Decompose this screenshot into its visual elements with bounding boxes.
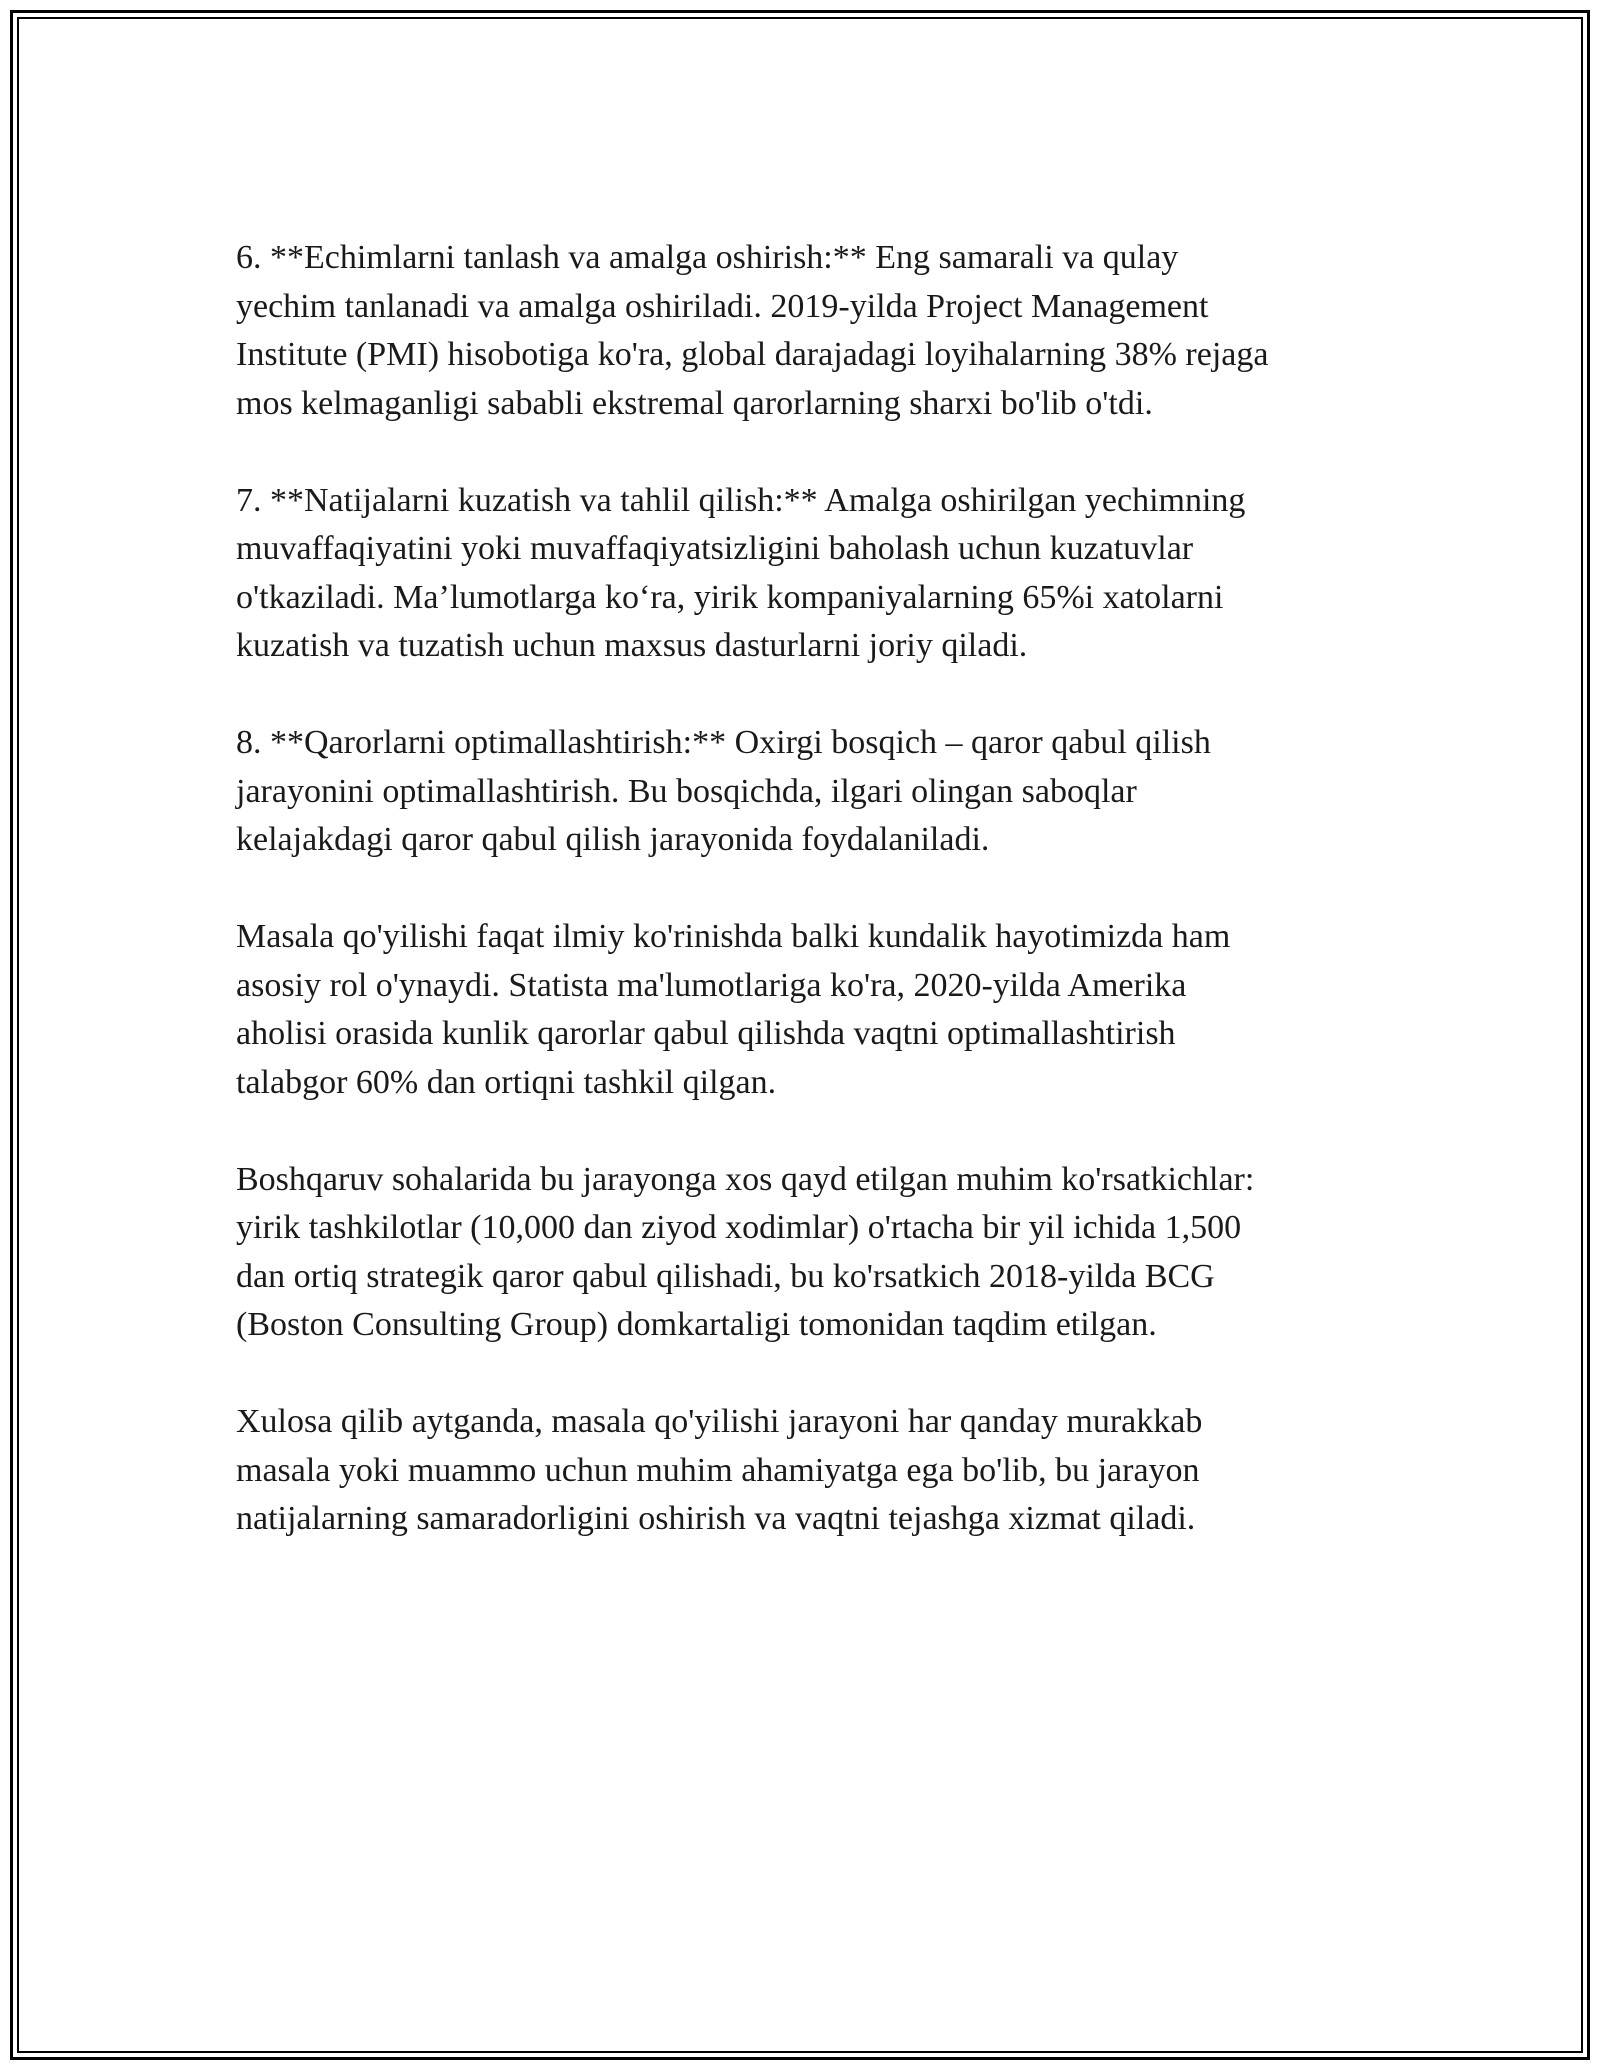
document-body [236, 234, 1366, 1592]
text-line: Institute (PMI) hisobotiga ko'ra, global darajadagi loyihalarning 38% rejaga [236, 336, 1269, 373]
text-line: natijalarning samaradorligini oshirish va vaqtni tejashga xizmat qiladi. [236, 1500, 1196, 1537]
paragraph-step-8 [236, 719, 1366, 865]
text-line: asosiy rol o'ynaydi. Statista ma'lumotlariga ko'ra, 2020-yilda Amerika [236, 966, 1187, 1004]
text-line: masala yoki muammo uchun muhim ahamiyatga ega bo'lib, bu jarayon [236, 1451, 1200, 1489]
text-line: kelajakdagi qaror qabul qilish jarayonida foydalaniladi. [236, 821, 990, 858]
text-line: dan ortiq strategik qaror qabul qilishadi, bu ko'rsatkich 2018-yilda BCG [236, 1257, 1215, 1295]
text-line: 8. **Qarorlarni optimallashtirish:** Oxirgi bosqich – qaror qabul qilish [236, 724, 1211, 761]
text-line: o'tkaziladi. Ma’lumotlarga ko‘ra, yirik kompaniyalarning 65%i xatolarni [236, 578, 1224, 616]
text-line: Masala qo'yilishi faqat ilmiy ko'rinishda balki kundalik hayotimizda ham [236, 918, 1231, 955]
paragraph-management [236, 1156, 1366, 1350]
text-line: jarayonini optimallashtirish. Bu bosqichda, ilgari olingan saboqlar [236, 772, 1137, 810]
paragraph-step-7 [236, 477, 1366, 671]
text-line: yechim tanlanadi va amalga oshiriladi. 2019-yilda Project Management [236, 287, 1209, 325]
text-line: mos kelmaganligi sababli ekstremal qarorlarning sharxi bo'lib o'tdi. [236, 384, 1153, 422]
text-line: Boshqaruv sohalarida bu jarayonga xos qayd etilgan muhim ko'rsatkichlar: [236, 1160, 1255, 1198]
text-line: muvaffaqiyatini yoki muvaffaqiyatsizligini baholash uchun kuzatuvlar [236, 530, 1194, 567]
paragraph-conclusion [236, 1398, 1366, 1544]
text-line: yirik tashkilotlar (10,000 dan ziyod xodimlar) o'rtacha bir yil ichida 1,500 [236, 1209, 1242, 1246]
text-line: aholisi orasida kunlik qarorlar qabul qilishda vaqtni optimallashtirish [236, 1015, 1176, 1052]
text-line: talabgor 60% dan ortiqni tashkil qilgan. [236, 1063, 777, 1101]
text-line: Xulosa qilib aytganda, masala qo'yilishi jarayoni har qanday murakkab [236, 1403, 1203, 1440]
text-line: 7. **Natijalarni kuzatish va tahlil qilish:** Amalga oshirilgan yechimning [236, 481, 1246, 519]
paragraph-everyday-life [236, 913, 1366, 1107]
text-line: 6. **Echimlarni tanlash va amalga oshirish:** Eng samarali va qulay [236, 239, 1179, 276]
text-line: kuzatish va tuzatish uchun maxsus dasturlarni joriy qiladi. [236, 627, 1028, 664]
paragraph-step-6 [236, 234, 1366, 428]
text-line: (Boston Consulting Group) domkartaligi tomonidan taqdim etilgan. [236, 1306, 1157, 1343]
